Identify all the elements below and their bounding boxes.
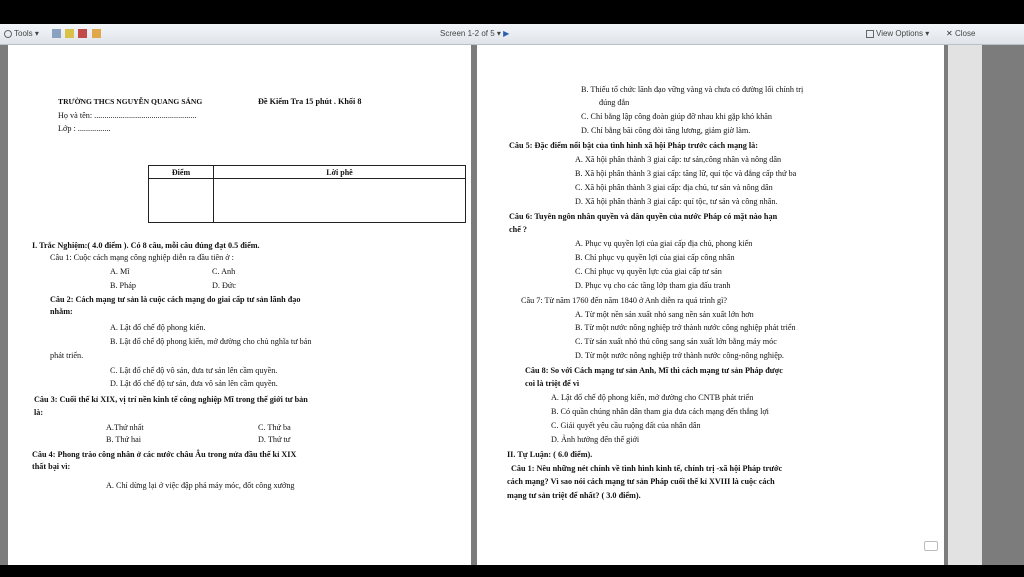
school-name: TRƯỜNG THCS NGUYỄN QUANG SÁNG [58,97,203,106]
q4-option-c: C. Chỉ bằng lập công đoàn giúp đỡ nhau khi gặp khó khăn [581,112,773,121]
close-label: Close [954,29,976,38]
student-name-line: Họ và tên: .................................................. [58,111,197,120]
question-5: Câu 5: Đặc điểm nổi bật của tình hình xã hội Pháp trước cách mạng là: [509,141,758,150]
tools-label: Tools [14,29,33,38]
essay-question-1: Câu 1: Nêu những nét chính về tình hình kinh tế, chính trị -xã hội Pháp trước [511,464,783,473]
class-line: Lớp : ................ [58,124,111,133]
q7-option-b: B. Từ một nước nông nghiệp trở thành nước công nghiệp phát triển [575,323,796,332]
question-2-cont: nhằm: [50,307,73,316]
view-options-icon [866,30,874,38]
question-7: Câu 7: Từ năm 1760 đến năm 1840 ở Anh diễn ra quá trình gì? [521,296,727,305]
pen-icon[interactable] [78,29,87,38]
view-options-menu[interactable]: View Options ▾ [866,29,929,38]
section-2-heading: II. Tự Luận: ( 6.0 điểm). [507,450,593,459]
right-scroll-area[interactable] [948,45,982,565]
question-8-cont: coi là triệt để vì [525,379,580,388]
gear-icon [4,30,12,38]
q5-option-b: B. Xã hội phân thành 3 giai cấp: tăng lữ, quí tộc và đẳng cấp thứ ba [575,169,797,178]
q2-option-b-cont: phát triển. [50,351,84,360]
question-2: Câu 2: Cách mạng tư sản là cuộc cách mạng do giai cấp tư sản lãnh đạo [50,295,301,304]
q8-option-c: C. Giải quyết yêu cầu ruộng đất của nhân dân [551,421,701,430]
q6-option-d: D. Phục vụ cho các tầng lớp tham gia đấu tranh [575,281,731,290]
question-4-cont: thất bại vì: [32,462,71,471]
close-button[interactable] [946,29,975,38]
essay-question-1-cont: cách mạng? Vì sao nói cách mạng tư sản Pháp cuối thế kỉ XVIII là cuộc cách [507,477,775,486]
q3-option-b: B. Thứ hai [106,435,141,444]
q3-option-a: A.Thứ nhất [106,423,144,432]
q4-option-d: D. Chỉ bằng bãi công đòi tăng lương, giảm giờ làm. [581,126,751,135]
question-6-cont: chế ? [509,225,527,234]
comment-header: Lời phê [214,166,466,179]
q5-option-a: A. Xã hội phân thành 3 giai cấp: tư sản,công nhân và nông dân [575,155,782,164]
q5-option-c: C. Xã hội phân thành 3 giai cấp: địa chủ, tư sản và nông dân [575,183,773,192]
close-icon: ✕ [946,29,953,38]
q2-option-d: D. Lật đổ chế độ tư sản, đưa vô sản lên cầm quyền. [110,379,278,388]
essay-question-1-cont2: mạng tư sản triệt để nhất? ( 3.0 điểm). [507,491,641,500]
section-1-heading: I. Trắc Nghiệm:( 4.0 điểm ). Có 8 câu, mỗi câu đúng đạt 0.5 điểm. [32,241,260,250]
view-options-label: View Options [876,29,923,38]
question-4: Câu 4: Phong trào công nhân ở các nước châu Âu trong nửa đầu thế kỉ XIX [32,450,297,459]
q5-option-d: D. Xã hội phân thành 3 giai cấp: quí tộc, tư sản và công nhân. [575,197,778,206]
q6-option-c: C. Chỉ phục vụ quyền lực của giai cấp tư sản [575,267,722,276]
q4-option-b-cont: đúng đắn [599,98,630,107]
q2-option-a: A. Lật đổ chế độ phong kiến. [110,323,206,332]
page-corner-icon [924,541,938,551]
marker-icon[interactable] [92,29,101,38]
comment-cell [214,179,466,223]
q7-option-a: A. Từ một nền sản xuất nhỏ sang nền sản xuất lớn hơn [575,310,754,319]
document-viewer[interactable] [0,45,1024,565]
tools-menu[interactable]: Tools ▾ [4,29,39,38]
question-6: Câu 6: Tuyên ngôn nhân quyền và dân quyền của nước Pháp có mặt nào hạn [509,212,778,221]
highlight-icon[interactable] [65,29,74,38]
q1-option-b: B. Pháp [110,281,136,290]
question-3-cont: là: [34,408,44,417]
select-icon[interactable] [52,29,61,38]
question-1: Câu 1: Cuộc cách mạng công nghiệp diễn ra đầu tiên ở : [50,253,234,262]
question-3: Câu 3: Cuối thế kỉ XIX, vị trí nền kinh tế công nghiệp Mĩ trong thế giới tư bản [34,395,308,404]
q6-option-b: B. Chỉ phục vụ quyền lợi của giai cấp công nhân [575,253,735,262]
q8-option-b: B. Có quần chúng nhân dân tham gia đưa cách mạng đến thắng lợi [551,407,769,416]
q8-option-d: D. Ảnh hưởng đến thế giới [551,435,640,444]
q8-option-a: A. Lật đổ chế độ phong kiến, mở đường cho CNTB phát triển [551,393,754,402]
score-cell [149,179,214,223]
next-screen-icon[interactable]: ▶ [503,29,510,38]
page-right [477,45,944,565]
q1-option-c: C. Anh [212,267,236,276]
q6-option-a: A. Phục vụ quyền lợi của giai cấp địa chủ, phong kiến [575,239,753,248]
q2-option-c: C. Lật đổ chế độ vô sản, đưa tư sản lên cầm quyền. [110,366,278,375]
q2-option-b: B. Lật đổ chế độ phong kiến, mở đường cho chủ nghĩa tư bản [110,337,312,346]
screen-label: Screen 1-2 of 5 [440,29,495,38]
screen-indicator[interactable]: Screen 1-2 of 5 ▾ ▶ [440,29,510,38]
score-table [148,165,466,223]
viewer-toolbar [0,24,1024,45]
q3-option-c: C. Thứ ba [258,423,291,432]
toolbar-tool-icons[interactable] [52,29,103,38]
q1-option-a: A. Mĩ [110,267,130,276]
page-left [8,45,471,565]
q3-option-d: D. Thứ tư [258,435,291,444]
score-header: Điểm [149,166,214,179]
q4-option-b: B. Thiếu tổ chức lãnh đạo vững vàng và chưa có đường lối chính trị [581,85,804,94]
exam-title: Đề Kiểm Tra 15 phút . Khối 8 [258,97,362,106]
q7-option-c: C. Từ sản xuất nhỏ thủ công sang sản xuất lớn bằng máy móc [575,337,777,346]
question-8: Câu 8: So với Cách mạng tư sản Anh, Mĩ thì cách mạng tư sản Pháp được [525,366,783,375]
q1-option-d: D. Đức [212,281,236,290]
q7-option-d: D. Từ một nước nông nghiệp trở thành nước công-nông nghiệp. [575,351,784,360]
q4-option-a: A. Chỉ dừng lại ở việc đập phá máy móc, đốt công xưởng [106,481,295,490]
